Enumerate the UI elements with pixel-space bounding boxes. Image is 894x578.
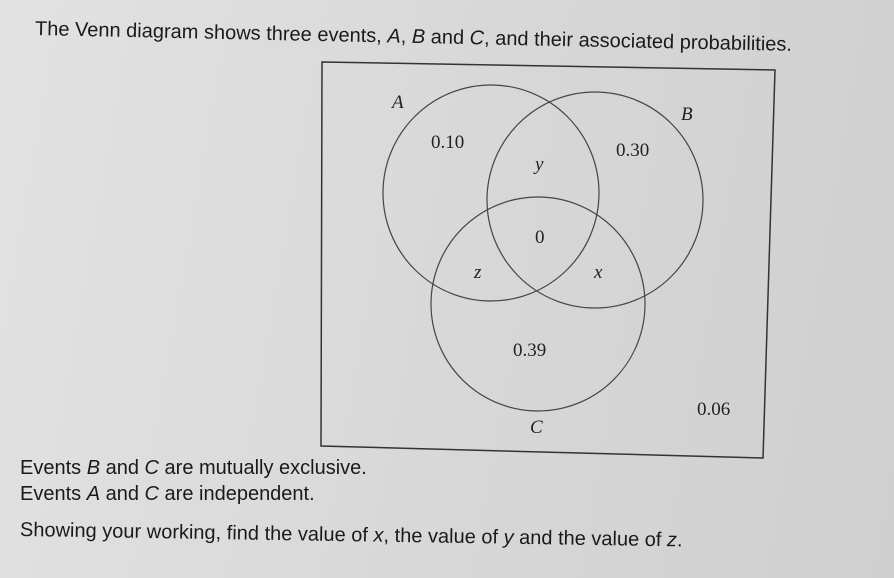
text: B bbox=[411, 25, 426, 49]
region-b-and-c: x bbox=[594, 262, 603, 283]
text: , the value of bbox=[383, 524, 504, 549]
circle-a bbox=[383, 85, 599, 301]
statement-mutually-exclusive bbox=[20, 457, 367, 480]
text: Showing your working, find the value of bbox=[19, 519, 374, 547]
text: . bbox=[676, 529, 683, 552]
region-a-and-c: z bbox=[474, 262, 482, 283]
text: and bbox=[100, 483, 145, 505]
text: y bbox=[503, 526, 514, 549]
text: Events bbox=[20, 483, 87, 505]
statement-independent bbox=[20, 483, 315, 506]
text: x bbox=[373, 524, 384, 547]
text: C bbox=[469, 27, 485, 50]
text: are independent. bbox=[158, 483, 315, 505]
region-a-and-b: y bbox=[535, 154, 544, 175]
text: Events bbox=[20, 457, 87, 479]
text: and the value of bbox=[513, 526, 668, 552]
text: The Venn diagram shows three events, bbox=[34, 18, 388, 48]
text: are mutually exclusive. bbox=[158, 457, 367, 479]
text: and bbox=[100, 457, 145, 479]
region-a-only: 0.10 bbox=[431, 132, 465, 153]
text: C bbox=[144, 483, 159, 505]
text: B bbox=[86, 457, 101, 479]
label-b: B bbox=[681, 104, 693, 125]
text: and bbox=[424, 26, 470, 50]
text: A bbox=[387, 25, 401, 48]
text: , and their associated probabilities. bbox=[483, 27, 793, 56]
label-c: C bbox=[530, 417, 543, 438]
region-c-only: 0.39 bbox=[513, 340, 547, 361]
region-all-three: 0 bbox=[535, 227, 545, 248]
text: C bbox=[144, 457, 159, 479]
region-b-only: 0.30 bbox=[616, 140, 650, 161]
text: z bbox=[666, 529, 678, 552]
region-outside: 0.06 bbox=[697, 399, 731, 420]
text: , bbox=[400, 25, 413, 48]
text: A bbox=[86, 483, 101, 505]
label-a: A bbox=[392, 92, 404, 113]
